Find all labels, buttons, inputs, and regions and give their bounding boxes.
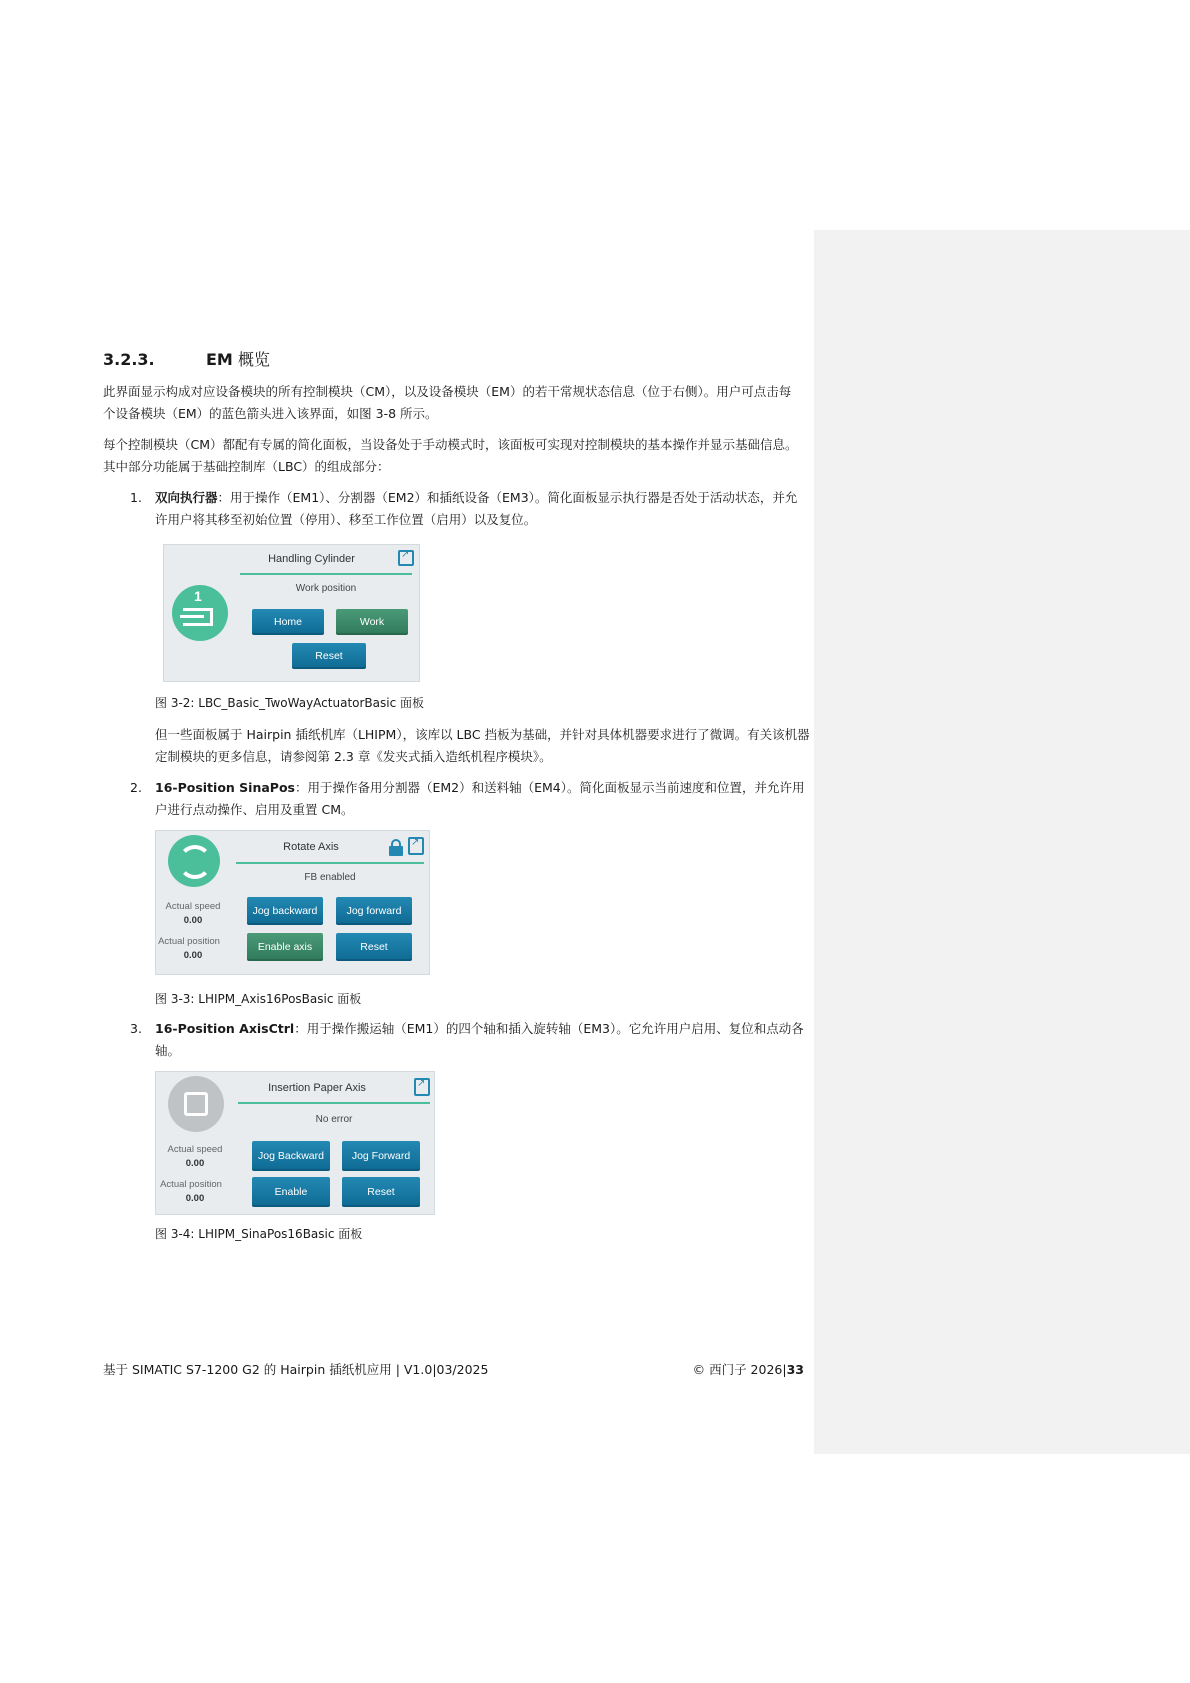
list-item-index: 3. xyxy=(130,1021,142,1036)
open-faceplate-icon[interactable]: ↗ xyxy=(414,1078,430,1096)
reset-button[interactable]: Reset xyxy=(336,933,412,961)
panel-title-divider xyxy=(238,1102,430,1104)
figure-caption-3-2: 图 3-2: LBC_Basic_TwoWayActuatorBasic 面板 xyxy=(155,696,425,710)
list-item-text: ：用于操作搬运轴（EM1）的四个轴和插入旋转轴（EM3）。它允许用户启用、复位和点动各轴。 xyxy=(155,1021,804,1058)
axis-stopped-icon xyxy=(168,1076,224,1132)
list-item-index: 1. xyxy=(130,490,142,505)
actuator-badge: 1 xyxy=(194,588,202,604)
enable-button[interactable]: Enable xyxy=(252,1177,330,1207)
panel-status: No error xyxy=(315,1114,353,1125)
jog-forward-button[interactable]: Jog Forward xyxy=(342,1141,420,1171)
list-item-text: ：用于操作备用分割器（EM2）和送料轴（EM4）。简化面板显示当前速度和位置，并允许用户进行点动操作、启用及重置 CM。 xyxy=(155,780,805,817)
panel-title: Rotate Axis xyxy=(283,841,339,853)
reset-button[interactable]: Reset xyxy=(342,1177,420,1207)
panel-title: Handling Cylinder xyxy=(268,553,355,565)
footer-copyright xyxy=(693,1360,804,1378)
section-number: 3.2.3. xyxy=(103,350,155,369)
comment-margin-pane xyxy=(814,230,1190,1454)
list-item-title: 16-Position SinaPos xyxy=(155,780,295,795)
list-item-title: 16-Position AxisCtrl xyxy=(155,1021,295,1036)
actual-speed-value: 0.00 xyxy=(183,915,203,926)
jog-backward-button[interactable]: Jog Backward xyxy=(252,1141,330,1171)
jog-backward-button[interactable]: Jog backward xyxy=(247,897,323,925)
panel-status: FB enabled xyxy=(304,872,356,883)
section-title-rest: 概览 xyxy=(232,350,270,369)
open-faceplate-icon[interactable]: ↗ xyxy=(408,837,424,855)
list-item-1 xyxy=(130,487,810,533)
actual-position-label: Actual position xyxy=(160,1179,222,1190)
panel-title: Insertion Paper Axis xyxy=(268,1082,366,1094)
paragraph-intro: 此界面显示构成对应设备模块的所有控制模块（CM），以及设备模块（EM）的若干常规状态信息（位于右侧）。用户可点击每个设备模块（EM）的蓝色箭头进入该界面，如图 3-8 所示。 xyxy=(103,384,792,421)
panel-title-divider xyxy=(240,573,412,575)
enable-axis-button[interactable]: Enable axis xyxy=(247,933,323,961)
rotate-icon xyxy=(168,835,220,887)
paragraph-control-modules: 每个控制模块（CM）都配有专属的简化面板，当设备处于手动模式时，该面板可实现对控制模块的基本操作并显示基础信息。其中部分功能属于基础控制库（LBC）的组成部分： xyxy=(103,437,798,474)
list-item-title: 双向执行器 xyxy=(155,490,218,505)
actual-speed-label: Actual speed xyxy=(167,1144,223,1155)
actual-speed-label: Actual speed xyxy=(165,901,221,912)
panel-status: Work position xyxy=(295,583,357,594)
piston-rod-icon xyxy=(180,615,204,618)
work-button[interactable]: Work xyxy=(336,609,408,635)
section-title-bold: EM xyxy=(206,350,233,369)
footer-copyright-text: © 西门子 2026| xyxy=(692,1362,787,1377)
handling-cylinder-panel xyxy=(163,544,420,682)
home-button[interactable]: Home xyxy=(252,609,324,635)
paragraph-lhipm-note: 但一些面板属于 Hairpin 插纸机库（LHIPM），该库以 LBC 挡板为基础，并针对具体机器要求进行了微调。有关该机器定制模块的更多信息，请参阅第 2.3 章《发夹式插入造纸机程序模块》。 xyxy=(155,727,810,764)
reset-button[interactable]: Reset xyxy=(292,643,366,669)
footer-document-title: 基于 SIMATIC S7-1200 G2 的 Hairpin 插纸机应用 | V1.0|03/2025 xyxy=(103,1362,489,1377)
rotate-axis-panel xyxy=(155,830,430,975)
figure-caption-3-3: 图 3-3: LHIPM_Axis16PosBasic 面板 xyxy=(155,992,362,1006)
insertion-paper-axis-panel xyxy=(155,1071,435,1215)
actual-position-label: Actual position xyxy=(158,936,220,947)
actual-position-value: 0.00 xyxy=(183,950,203,961)
list-item-2 xyxy=(130,777,810,823)
list-item-index: 2. xyxy=(130,780,142,795)
actuator-icon xyxy=(172,585,228,641)
figure-caption-3-4: 图 3-4: LHIPM_SinaPos16Basic 面板 xyxy=(155,1227,363,1241)
actual-speed-value: 0.00 xyxy=(185,1158,205,1169)
panel-title-divider xyxy=(236,862,424,864)
section-heading xyxy=(103,347,703,373)
lock-icon[interactable] xyxy=(389,839,403,855)
actual-position-value: 0.00 xyxy=(185,1193,205,1204)
jog-forward-button[interactable]: Jog forward xyxy=(336,897,412,925)
open-faceplate-icon[interactable]: ↗ xyxy=(398,550,414,566)
list-item-3 xyxy=(130,1018,810,1064)
list-item-text: ：用于操作（EM1）、分割器（EM2）和插纸设备（EM3）。简化面板显示执行器是否处于活动状态，并允许用户将其移至初始位置（停用）、移至工作位置（启用）以及复位。 xyxy=(155,490,798,527)
page-number: 33 xyxy=(786,1362,804,1377)
